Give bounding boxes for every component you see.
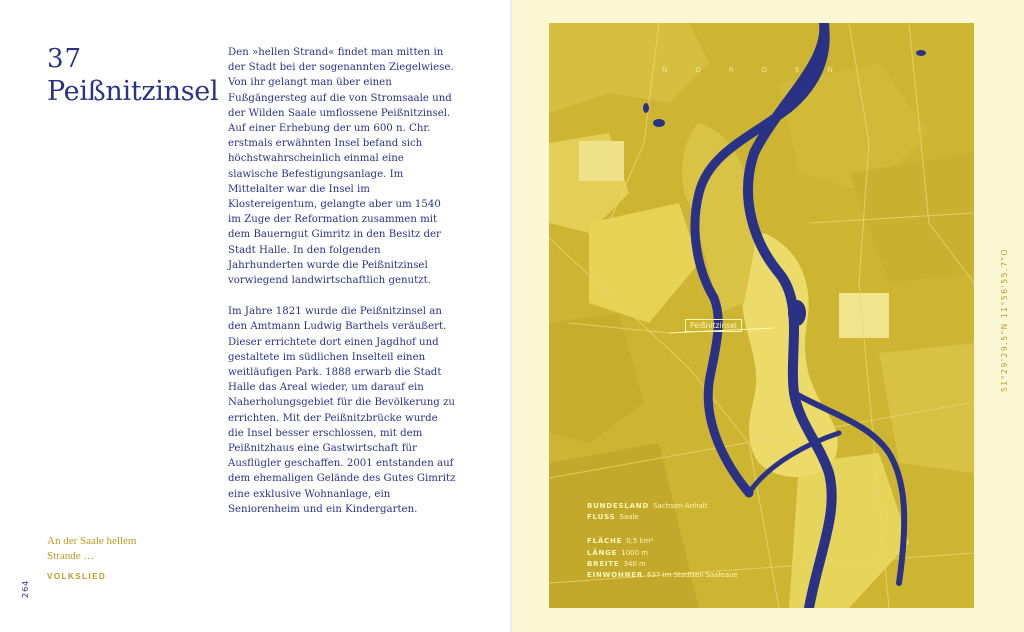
map: [549, 23, 974, 608]
paragraph-1: Den »hellen Strand« findet man mitten in der Stadt bei der sogenannten Ziegelwiese. Von ihr gelangt man über einen Fußgängersteg auf die von Stromsaale und der Wilden Saale umflossene Peißnitzinsel. Auf einer Erhebung der um 600 n. Chr. erstmals erwähnten Insel befand sich höchstwahrscheinlich einmal eine slawische Befestigungsanlage. Im Mittelalter war die Insel im Klostereigentum, gelangte aber um 1540 im Zuge der Reformation zusammen mit dem Bauerngut Gimritz in den Besitz der Stadt Halle. In den folgenden Jahrhunderten wurde die Peißnitzinsel vorwiegend landwirtschaftlich genutzt.: [228, 47, 454, 287]
light-block-2: [839, 293, 889, 338]
page-number: 264: [21, 579, 30, 598]
paragraph-2: Im Jahre 1821 wurde die Peißnitzinsel an den Amtmann Ludwig Barthels veräußert. Dieser errichtete dort einen Jagdhof und gestaltete im südlichen Inselteil einen weitläufigen Park. 1888 erwarb die Stadt Halle das Areal wieder, um darauf ein Naherholungsgebiet für die Bevölkerung zu errichten. Mit der Peißnitzbrücke wurde die Insel besser erschlossen, mit dem Peißnitzhaus eine Gastwirtschaft für Ausflügler geschaffen. 2001 entstanden auf dem ehemaligen Gelände des Gutes Gimritz eine exklusive Wohnanlage, ein Seniorenheim und ein Kindergarten.: [228, 306, 456, 515]
pond-north-1: [653, 119, 665, 127]
fact-length: LÄNGE 1000 m: [587, 548, 649, 557]
coordinates: 51°29'29.5"N 11°56'55.7"O: [1000, 248, 1009, 392]
fact-state: BUNDESLAND Sachsen-Anhalt: [587, 502, 708, 510]
facts-panel: [587, 501, 787, 581]
body-text: [228, 45, 456, 533]
fact-width: BREITE 340 m: [587, 559, 646, 568]
north-label: NORDEN: [662, 66, 861, 74]
fact-population: EINWOHNER 637 im Stadtteil Saaleaue: [587, 571, 738, 580]
chapter-number: 37: [47, 44, 83, 74]
pond-north-2: [643, 103, 649, 113]
pond-north-east: [916, 50, 926, 56]
island-label: Peißnitzinsel: [685, 319, 742, 332]
quote: An der Saale hellem Strande …: [47, 535, 137, 562]
fact-area: FLÄCHE 0,5 km²: [587, 537, 654, 546]
fact-river: FLUSS Saale: [587, 513, 639, 522]
pond-island: [788, 300, 806, 326]
quote-source: VOLKSLIED: [47, 572, 107, 581]
page-title: Peißnitzinsel: [47, 76, 219, 107]
light-block-1: [579, 141, 624, 181]
